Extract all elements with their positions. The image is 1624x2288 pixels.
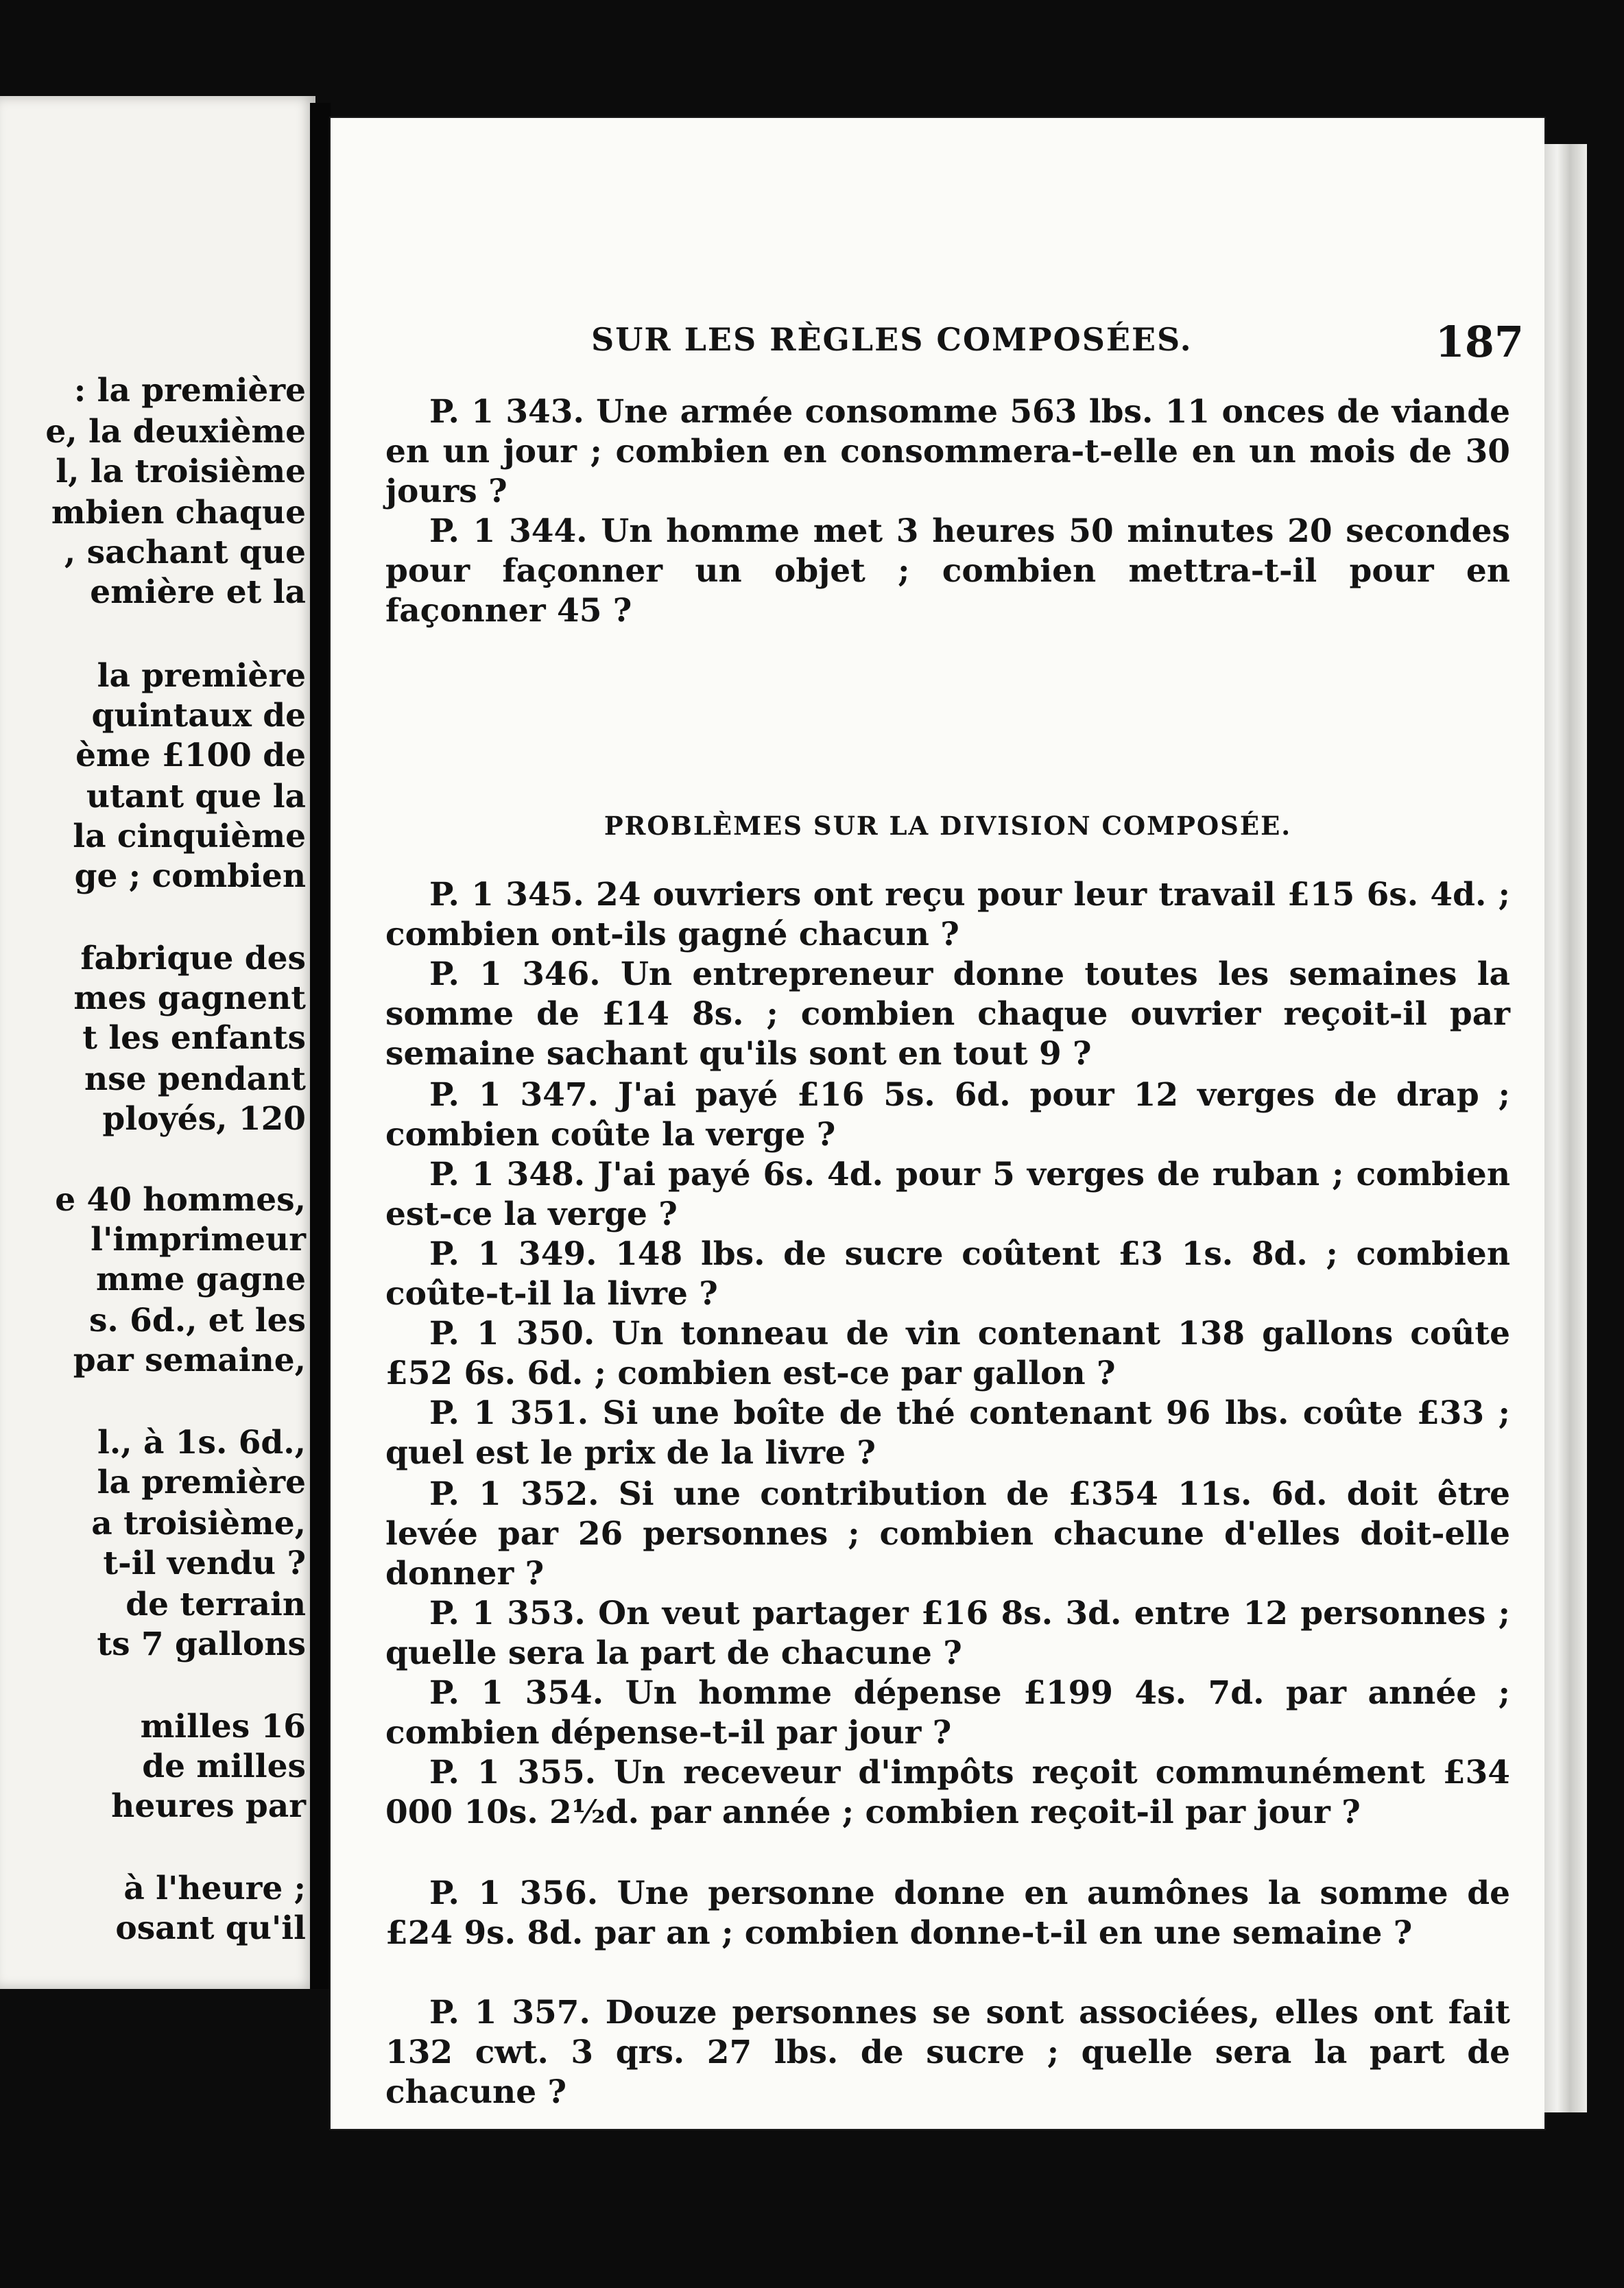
left-text-line: quintaux de	[91, 697, 306, 735]
left-text-line: à l'heure ;	[123, 1870, 306, 1907]
problem-1351: P. 1 351. Si une boîte de thé contenant 96 lbs. coûte £33 ; quel est le prix de la livre ?	[385, 1394, 1510, 1472]
problem-1353: P. 1 353. On veut partager £16 8s. 3d. entre 12 personnes ; quelle sera la part de chacune ?	[385, 1595, 1510, 1672]
problem-1357: P. 1 357. Douze personnes se sont associées, elles ont fait 132 cwt. 3 qrs. 27 lbs. de sucre ; quelle sera la part de chacune ?	[385, 1994, 1510, 2111]
left-text-line: utant que la	[86, 778, 306, 815]
problem-1345: P. 1 345. 24 ouvriers ont reçu pour leur travail £15 6s. 4d. ; combien ont-ils gagné chacun ?	[385, 876, 1510, 953]
left-text-line: fabrique des	[80, 940, 306, 977]
problem-1343: P. 1 343. Une armée consomme 563 lbs. 11 onces de viande en un jour ; combien en consommera-t-elle en un mois de 30 jours ?	[385, 393, 1510, 510]
problem-1349: P. 1 349. 148 lbs. de sucre coûtent £3 1s. 8d. ; combien coûte-t-il la livre ?	[385, 1235, 1510, 1313]
left-text-line: ème £100 de	[75, 737, 306, 774]
section-heading: PROBLÈMES SUR LA DIVISION COMPOSÉE.	[604, 811, 1292, 841]
left-text-line: ts 7 gallons	[97, 1625, 306, 1663]
left-text-line: : la première	[73, 372, 306, 409]
left-text-line: mme gagne	[96, 1261, 306, 1298]
left-text-line: t les enfants	[82, 1019, 306, 1057]
left-text-line: ployés, 120	[102, 1100, 306, 1138]
left-text-line: e, la deuxième	[45, 413, 306, 451]
left-text-line: l., à 1s. 6d.,	[97, 1424, 306, 1462]
left-text-line: mbien chaque	[51, 494, 306, 532]
left-text-line: l'imprimeur	[91, 1221, 306, 1259]
left-text-line: e 40 hommes,	[55, 1181, 306, 1219]
problem-1356: P. 1 356. Une personne donne en aumônes la somme de £24 9s. 8d. par an ; combien donne-t-il en une semaine ?	[385, 1874, 1510, 1952]
page-number: 187	[1435, 317, 1524, 367]
problem-1346: P. 1 346. Un entrepreneur donne toutes les semaines la somme de £14 8s. ; combien chaque ouvrier reçoit-il par semaine sachant qu'ils sont en tout 9 ?	[385, 955, 1510, 1073]
left-text-line: t-il vendu ?	[103, 1545, 306, 1582]
left-text-line: la cinquième	[73, 818, 306, 855]
problem-1347: P. 1 347. J'ai payé £16 5s. 6d. pour 12 verges de drap ; combien coûte la verge ?	[385, 1076, 1510, 1154]
running-head	[385, 317, 1524, 379]
left-text-line: de milles	[142, 1748, 306, 1785]
page-edge-stack	[1544, 144, 1587, 2112]
previous-page-fragment	[0, 96, 315, 1989]
problem-1352: P. 1 352. Si une contribution de £354 11s. 6d. doit être levée par 26 personnes ; combien chacune d'elles doit-elle donner ?	[385, 1475, 1510, 1593]
left-text-line: a troisième,	[91, 1505, 306, 1542]
running-head-title: SUR LES RÈGLES COMPOSÉES.	[591, 321, 1193, 358]
left-text-line: , sachant que	[64, 534, 306, 571]
left-text-line: s. 6d., et les	[88, 1302, 306, 1339]
book-gutter	[310, 103, 331, 1989]
left-text-line: osant qu'il	[115, 1909, 306, 1947]
left-text-line: l, la troisième	[56, 453, 306, 490]
left-text-line: mes gagnent	[73, 979, 306, 1017]
left-text-line: milles 16	[140, 1708, 306, 1745]
problem-1354: P. 1 354. Un homme dépense £199 4s. 7d. par année ; combien dépense-t-il par jour ?	[385, 1674, 1510, 1752]
left-text-line: par semaine,	[73, 1342, 306, 1379]
left-text-line: ge ; combien	[74, 857, 306, 895]
problem-1355: P. 1 355. Un receveur d'impôts reçoit communément £34 000 10s. 2½d. par année ; combien reçoit-il par jour ?	[385, 1754, 1510, 1831]
left-text-line: de terrain	[126, 1586, 306, 1623]
problem-1344: P. 1 344. Un homme met 3 heures 50 minutes 20 secondes pour façonner un objet ; combien mettra-t-il pour en façonner 45 ?	[385, 512, 1510, 630]
problem-1348: P. 1 348. J'ai payé 6s. 4d. pour 5 verges de ruban ; combien est-ce la verge ?	[385, 1156, 1510, 1233]
problem-1350: P. 1 350. Un tonneau de vin contenant 138 gallons coûte £52 6s. 6d. ; combien est-ce par gallon ?	[385, 1315, 1510, 1392]
left-text-line: heures par	[111, 1787, 306, 1825]
left-text-line: la première	[97, 657, 306, 695]
book-page	[331, 118, 1544, 2129]
left-text-line: la première	[97, 1464, 306, 1501]
left-text-line: nse pendant	[84, 1060, 306, 1098]
left-text-line: emière et la	[90, 573, 306, 611]
